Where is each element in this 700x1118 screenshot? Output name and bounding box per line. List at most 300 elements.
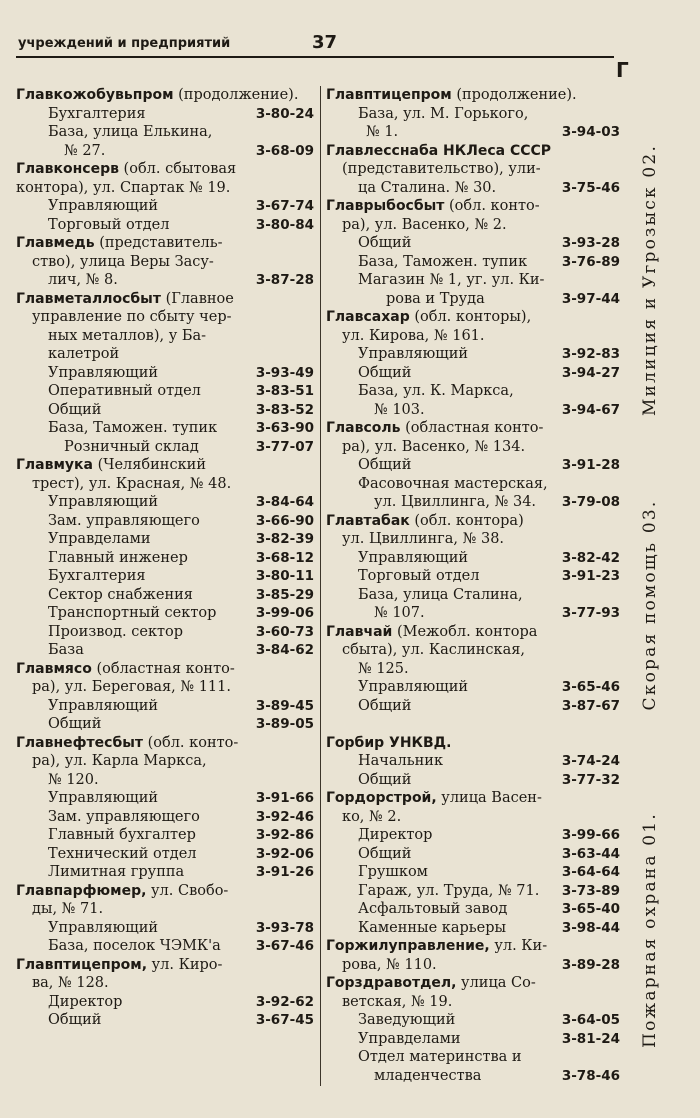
entry-detail: калетрой	[48, 346, 120, 362]
entry-text	[48, 771, 99, 790]
entry-detail: Зам. управляющего	[48, 512, 200, 529]
phone-number: 3-89-28	[561, 956, 620, 973]
entry-text	[48, 586, 193, 605]
entry-detail: (обл. сбытовая	[118, 161, 237, 177]
directory-entry	[16, 345, 314, 364]
entry-detail: Главный инженер	[48, 549, 188, 566]
entry-detail: (областная конто-	[400, 420, 544, 436]
entry-text	[48, 715, 101, 734]
directory-entry	[326, 734, 620, 753]
directory-entry	[16, 604, 314, 623]
directory-entry	[326, 327, 620, 346]
entry-text	[48, 549, 188, 568]
entry-detail: Каменные карьеры	[358, 919, 507, 936]
entry-detail: рова и Труда	[386, 290, 485, 307]
entry-detail: Розничный склад	[64, 438, 199, 455]
directory-entry	[326, 1011, 620, 1030]
entry-detail: рова, № 110.	[342, 956, 437, 973]
entry-detail: ул. Кирова, № 161.	[342, 327, 485, 344]
phone-number: 3-64-05	[561, 1012, 620, 1028]
entry-text	[48, 327, 206, 346]
directory-entry	[326, 604, 620, 623]
entry-detail: Директор	[358, 827, 433, 843]
organization-name: Главсахар	[326, 309, 410, 325]
directory-entry	[326, 234, 620, 253]
entry-text	[32, 974, 109, 993]
phone-number: 3-79-08	[561, 494, 620, 510]
directory-entry	[326, 512, 620, 531]
entry-text	[48, 863, 184, 882]
directory-entry	[16, 197, 314, 216]
phone-number: 3-67-45	[255, 1012, 314, 1028]
directory-entry	[326, 345, 620, 364]
directory-entry	[326, 290, 620, 309]
phone-number: 3-92-83	[561, 346, 620, 362]
entry-text	[16, 160, 236, 179]
directory-entry	[16, 808, 314, 827]
directory-entry	[326, 419, 620, 438]
entry-text	[48, 641, 84, 660]
entry-text	[48, 789, 158, 808]
right-column	[326, 86, 620, 1085]
entry-detail: Зам. управляющего	[48, 808, 200, 825]
phone-number: 3-83-51	[255, 383, 314, 399]
entry-detail: Общий	[48, 401, 102, 418]
entry-text	[32, 308, 232, 327]
organization-name: Главрыбосбыт	[326, 198, 445, 214]
entry-text	[358, 771, 411, 790]
entry-text	[48, 826, 196, 845]
entry-text	[342, 956, 437, 975]
directory-entry	[326, 678, 620, 697]
entry-text	[342, 438, 525, 457]
entry-text	[48, 419, 217, 438]
entry-detail: База, ул. М. Горького,	[358, 105, 529, 122]
entry-detail: Директор	[48, 993, 123, 1010]
directory-entry	[16, 160, 314, 179]
phone-number: 3-81-24	[561, 1030, 620, 1047]
phone-number: 3-97-44	[561, 290, 620, 307]
entry-detail: ва, № 128.	[32, 975, 109, 991]
entry-detail: (обл. конторы),	[409, 309, 532, 325]
directory-entry	[326, 271, 620, 290]
directory-entry	[16, 179, 314, 198]
directory-entry	[326, 382, 620, 401]
entry-text	[48, 993, 122, 1012]
directory-entry	[16, 974, 314, 993]
phone-number: 3-93-28	[561, 235, 620, 251]
entry-text	[358, 1011, 455, 1030]
phone-number: 3-94-27	[561, 364, 620, 381]
directory-entry	[16, 956, 314, 975]
directory-entry	[16, 789, 314, 808]
entry-detail: База, улица Сталина,	[358, 586, 523, 603]
entry-detail: Общий	[358, 845, 412, 862]
emergency-numbers	[615, 120, 685, 1080]
entry-text	[358, 1030, 461, 1049]
entry-text	[342, 216, 507, 235]
entry-text	[326, 142, 551, 161]
ambulance-number: Скорая помощь 03.	[640, 499, 660, 711]
directory-entry	[326, 123, 620, 142]
entry-text	[326, 937, 547, 956]
entry-text	[32, 752, 207, 771]
entry-detail: (представительство), ули-	[342, 161, 541, 177]
directory-entry	[16, 456, 314, 475]
entry-text	[358, 234, 411, 253]
phone-number: 3-99-06	[255, 605, 314, 621]
organization-name: Главмука	[16, 457, 93, 473]
entry-text	[358, 456, 411, 475]
entry-detail: ра), ул. Васенко, № 134.	[342, 438, 526, 455]
entry-detail: ца Сталина. № 30.	[358, 179, 497, 196]
column-divider	[320, 86, 321, 1086]
directory-entry	[16, 993, 314, 1012]
directory-entry	[16, 586, 314, 605]
directory-entry	[16, 697, 314, 716]
directory-entry	[16, 900, 314, 919]
organization-name: Главконсерв	[16, 161, 119, 177]
entry-detail: Технический отдел	[48, 845, 197, 862]
directory-entry	[326, 882, 620, 901]
directory-entry	[326, 216, 620, 235]
entry-text	[342, 160, 541, 179]
directory-entry	[326, 567, 620, 586]
directory-entry	[16, 715, 314, 734]
entry-detail: № 125.	[358, 660, 409, 677]
entry-detail: трест), ул. Красная, № 48.	[32, 475, 232, 492]
entry-text	[358, 1048, 522, 1067]
entry-detail: ство), улица Веры Засу-	[32, 253, 214, 270]
entry-text	[48, 512, 200, 531]
entry-text	[48, 216, 169, 235]
entry-detail: ды, № 71.	[32, 901, 104, 917]
fire-number: Пожарная охрана 01.	[640, 812, 660, 1048]
entry-text	[358, 900, 507, 919]
entry-text	[342, 530, 504, 549]
phone-number: 3-87-28	[255, 272, 314, 288]
entry-detail: № 27.	[64, 142, 106, 159]
directory-entry	[326, 1067, 620, 1086]
directory-entry	[16, 234, 314, 253]
directory-entry	[326, 789, 620, 808]
directory-entry	[326, 863, 620, 882]
phone-number: 3-85-29	[255, 586, 314, 603]
entry-text	[48, 567, 146, 586]
entry-detail: Лимитная группа	[48, 864, 185, 880]
entry-text	[358, 549, 468, 568]
directory-entry	[326, 197, 620, 216]
phone-number: 3-87-67	[561, 697, 620, 714]
entry-detail: Общий	[358, 771, 412, 788]
entry-detail: Заведующий	[358, 1012, 456, 1028]
entry-detail: сбыта), ул. Каслинская,	[342, 642, 526, 658]
entry-detail: ул. Киро-	[147, 956, 223, 973]
directory-entry	[16, 826, 314, 845]
directory-entry	[326, 845, 620, 864]
directory-entry	[16, 364, 314, 383]
directory-entry	[16, 382, 314, 401]
directory-entry	[326, 1030, 620, 1049]
directory-entry	[326, 308, 620, 327]
entry-detail: База, улица Елькина,	[48, 124, 213, 140]
entry-detail: (обл. конто-	[444, 198, 540, 214]
entry-detail: (продолжение).	[451, 87, 577, 103]
directory-entry	[16, 882, 314, 901]
phone-number: 3-89-05	[255, 716, 314, 732]
phone-number: 3-93-49	[255, 364, 314, 381]
directory-entry	[326, 623, 620, 642]
directory-entry	[326, 715, 620, 734]
directory-entry	[326, 771, 620, 790]
directory-entry	[326, 86, 620, 105]
entry-text	[358, 586, 523, 605]
entry-text	[358, 845, 411, 864]
entry-text	[48, 530, 151, 549]
entry-detail: (Межобл. контора	[392, 623, 538, 640]
entry-detail: ул. Цвиллинга, № 34.	[374, 494, 537, 510]
entry-detail: Бухгалтерия	[48, 105, 146, 122]
organization-name: Горбир УНКВД.	[326, 734, 452, 751]
phone-number: 3-65-46	[561, 679, 620, 695]
phone-number: 3-74-24	[561, 753, 620, 769]
section-letter: Г	[616, 58, 629, 82]
entry-detail: контора), ул. Спартак № 19.	[16, 179, 231, 196]
directory-entry	[16, 105, 314, 124]
entry-text	[326, 308, 531, 327]
organization-name: Горздравотдел,	[326, 975, 457, 991]
phone-number: 3-94-67	[561, 401, 620, 418]
entry-text	[374, 493, 536, 512]
entry-text	[16, 734, 238, 753]
phone-number: 3-76-89	[561, 253, 620, 270]
directory-entry	[326, 401, 620, 420]
entry-detail: Управляющий	[358, 679, 469, 695]
entry-text	[358, 382, 514, 401]
directory-entry	[16, 271, 314, 290]
phone-number: 3-60-73	[255, 623, 314, 640]
directory-entry	[16, 919, 314, 938]
directory-entry	[16, 401, 314, 420]
entry-detail: Управляющий	[48, 364, 159, 381]
entry-text	[32, 475, 231, 494]
entry-detail: Начальник	[358, 753, 444, 769]
phone-number: 3-80-11	[255, 568, 314, 584]
entry-text	[358, 882, 539, 901]
directory-entry	[326, 697, 620, 716]
entry-text	[326, 512, 524, 531]
entry-detail: ных металлов), у Ба-	[48, 327, 207, 344]
entry-text	[48, 937, 221, 956]
directory-entry	[326, 549, 620, 568]
entry-text	[358, 697, 411, 716]
entry-text	[358, 364, 411, 383]
entry-text	[342, 327, 485, 346]
directory-entry	[326, 937, 620, 956]
entry-detail: Оперативный отдел	[48, 383, 201, 399]
directory-entry	[16, 771, 314, 790]
entry-detail: Общий	[358, 457, 412, 473]
entry-detail: Гараж, ул. Труда, № 71.	[358, 882, 540, 899]
entry-detail: ко, № 2.	[342, 808, 402, 825]
directory-entry	[16, 438, 314, 457]
entry-detail: младенчества	[374, 1067, 482, 1084]
phone-number: 3-93-78	[255, 919, 314, 936]
directory-entry	[326, 956, 620, 975]
organization-name: Главптицепром	[326, 87, 452, 103]
entry-detail: Управляющий	[358, 346, 469, 362]
entry-text	[16, 660, 235, 679]
entry-detail: управление по сбыту чер-	[32, 309, 232, 325]
entry-text	[342, 641, 525, 660]
directory-entry	[326, 456, 620, 475]
organization-name: Главметаллосбыт	[16, 290, 161, 307]
directory-entry	[16, 123, 314, 142]
entry-text	[48, 271, 118, 290]
phone-number: 3-73-89	[561, 882, 620, 899]
entry-text	[326, 974, 536, 993]
entry-detail: Асфальтовый завод	[358, 901, 508, 917]
page-header	[16, 30, 629, 82]
entry-detail: Управляющий	[48, 697, 159, 714]
police-number: Милиция и Угрозыск 02.	[640, 143, 660, 417]
phone-number: 3-77-32	[561, 771, 620, 788]
directory-entry	[16, 216, 314, 235]
directory-entry	[326, 364, 620, 383]
entry-text	[48, 623, 183, 642]
entry-text	[16, 86, 298, 105]
phone-number: 3-63-90	[255, 420, 314, 436]
entry-detail: Торговый отдел	[48, 216, 170, 233]
entry-detail: Грушком	[358, 864, 428, 880]
organization-name: Главмедь	[16, 235, 95, 251]
directory-entry	[326, 900, 620, 919]
entry-text	[358, 567, 479, 586]
entry-detail: Общий	[48, 1012, 102, 1028]
entry-text	[48, 919, 158, 938]
entry-detail: Фасовочная мастерская,	[358, 475, 548, 492]
entry-detail: Общий	[358, 697, 412, 714]
organization-name: Гордорстрой,	[326, 790, 437, 806]
entry-detail: База, ул. К. Маркса,	[358, 383, 514, 399]
phone-number: 3-67-74	[255, 198, 314, 214]
entry-text	[326, 86, 577, 105]
phone-number: 3-94-03	[561, 124, 620, 140]
entry-detail: Управляющий	[48, 790, 159, 806]
phone-number: 3-92-86	[255, 827, 314, 843]
entry-detail: (Челябинский	[93, 457, 206, 473]
directory-entry	[16, 86, 314, 105]
entry-detail: Управляющий	[48, 494, 159, 510]
entry-text	[16, 290, 234, 309]
phone-number: 3-92-06	[255, 845, 314, 862]
directory-entry	[16, 1011, 314, 1030]
directory-entry	[326, 438, 620, 457]
entry-detail: ул. Цвиллинга, № 38.	[342, 531, 505, 547]
entry-text	[326, 623, 537, 642]
directory-entry	[16, 475, 314, 494]
entry-detail: (областная конто-	[91, 660, 235, 677]
entry-detail: № 103.	[374, 401, 425, 418]
directory-entry	[16, 549, 314, 568]
entry-detail: Управляющий	[48, 919, 159, 936]
directory-entry	[326, 586, 620, 605]
directory-entry	[326, 142, 620, 161]
phone-number: 3-91-66	[255, 790, 314, 806]
entry-text	[386, 290, 485, 309]
entry-text	[358, 271, 544, 290]
entry-text	[358, 863, 428, 882]
entry-text	[32, 678, 231, 697]
entry-detail: База, поселок ЧЭМК'а	[48, 938, 221, 954]
entry-detail: лич, № 8.	[48, 272, 118, 288]
phone-number: 3-91-23	[561, 568, 620, 584]
directory-entry	[16, 290, 314, 309]
entry-detail: (продолжение).	[173, 87, 299, 103]
organization-name: Главптицепром,	[16, 956, 148, 973]
entry-detail: База	[48, 642, 84, 658]
entry-text	[16, 234, 223, 253]
entry-detail: База, Таможен. тупик	[48, 420, 218, 436]
entry-text	[374, 401, 425, 420]
entry-text	[48, 401, 101, 420]
directory-entry	[16, 142, 314, 161]
entry-detail: База, Таможен. тупик	[358, 253, 528, 270]
phone-number: 3-77-07	[255, 438, 314, 455]
entry-text	[48, 197, 158, 216]
entry-text	[64, 142, 105, 161]
phone-number: 3-91-28	[561, 457, 620, 473]
directory-entry	[16, 734, 314, 753]
entry-text	[48, 845, 197, 864]
organization-name: Главтабак	[326, 512, 410, 529]
phone-number: 3-67-46	[255, 938, 314, 954]
entry-text	[358, 179, 496, 198]
entry-text	[358, 919, 506, 938]
directory-entry	[326, 493, 620, 512]
entry-detail: ра), ул. Васенко, № 2.	[342, 216, 507, 233]
entry-detail: (обл. контора)	[409, 512, 524, 529]
directory-entry	[16, 678, 314, 697]
directory-entry	[326, 253, 620, 272]
phone-number: 3-78-46	[561, 1067, 620, 1084]
entry-detail: Магазин № 1, уг. ул. Ки-	[358, 272, 545, 288]
running-head: учреждений и предприятий	[18, 36, 231, 51]
directory-entry	[16, 567, 314, 586]
phone-number: 3-64-64	[561, 864, 620, 880]
entry-detail: ра), ул. Береговая, № 111.	[32, 679, 231, 695]
phone-number: 3-84-64	[255, 494, 314, 510]
entry-text	[16, 956, 222, 975]
entry-detail: Управделами	[358, 1030, 461, 1047]
entry-detail: улица Со-	[456, 975, 536, 991]
entry-text	[32, 900, 103, 919]
organization-name: Главнефтесбыт	[16, 734, 143, 751]
organization-name: Главпарфюмер,	[16, 882, 147, 899]
page-number: 37	[312, 32, 338, 53]
directory-entry	[326, 974, 620, 993]
phone-number: 3-82-42	[561, 549, 620, 566]
entry-detail: ра), ул. Карла Маркса,	[32, 753, 207, 769]
directory-entry	[326, 826, 620, 845]
entry-detail: Бухгалтерия	[48, 568, 146, 584]
entry-detail: № 1.	[366, 124, 399, 140]
entry-text	[32, 253, 214, 272]
entry-text	[374, 1067, 481, 1086]
directory-entry	[16, 660, 314, 679]
left-column	[16, 86, 314, 1030]
entry-text	[48, 697, 158, 716]
